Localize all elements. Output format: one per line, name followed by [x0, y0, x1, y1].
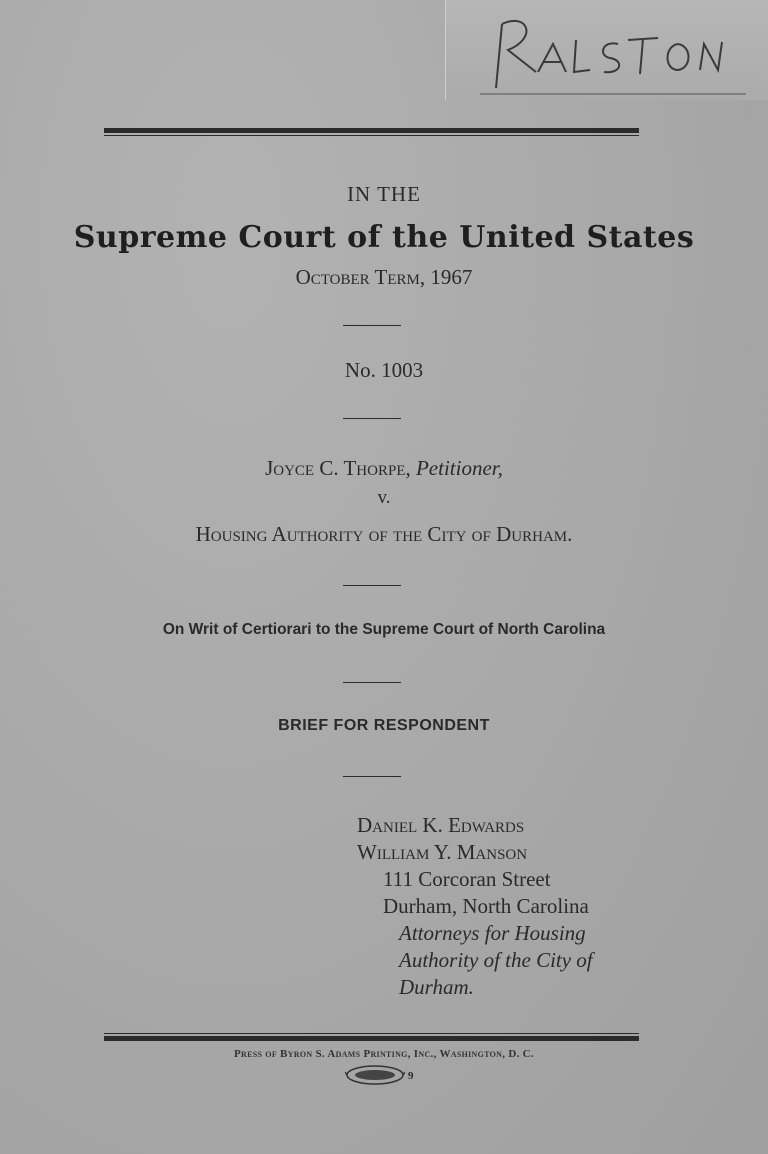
- respondent-line: Housing Authority of the City of Durham.: [195, 522, 573, 546]
- versus: v.: [377, 487, 391, 508]
- attorneys-block: [357, 812, 593, 1001]
- petitioner-line: [0, 456, 768, 481]
- divider-3: [343, 585, 401, 586]
- petitioner-name: Joyce C. Thorpe,: [265, 456, 411, 480]
- writ-line: On Writ of Certiorari to the Supreme Court of North Carolina: [162, 621, 606, 638]
- attorney-role-3: Durham.: [399, 975, 474, 999]
- address-line-1: 111 Corcoran Street: [383, 867, 551, 891]
- union-label-number: 9: [408, 1070, 414, 1082]
- divider-4: [343, 682, 401, 683]
- attorney-name-2: William Y. Manson: [357, 840, 528, 864]
- brief-title: BRIEF FOR RESPONDENT: [278, 717, 490, 734]
- handwritten-signature: [478, 10, 748, 98]
- divider-1: [343, 325, 401, 326]
- attorney-name-1: Daniel K. Edwards: [357, 813, 525, 837]
- term-line: October Term, 1967: [295, 265, 473, 289]
- petitioner-role: Petitioner,: [415, 456, 503, 480]
- attorney-role-1: Attorneys for Housing: [399, 921, 586, 945]
- case-number: No. 1003: [344, 358, 424, 382]
- bottom-double-rule: [104, 1033, 639, 1041]
- divider-5: [343, 776, 401, 777]
- top-double-rule: [104, 128, 639, 136]
- address-line-2: Durham, North Carolina: [383, 894, 589, 918]
- court-name: Supreme Court of the United States: [73, 220, 695, 255]
- in-the-line: IN THE: [347, 182, 421, 206]
- union-label-icon: [345, 1064, 405, 1086]
- attorney-role-2: Authority of the City of: [399, 948, 593, 972]
- divider-2: [343, 418, 401, 419]
- printer-line: Press of Byron S. Adams Printing, Inc., Washington, D. C.: [234, 1048, 534, 1060]
